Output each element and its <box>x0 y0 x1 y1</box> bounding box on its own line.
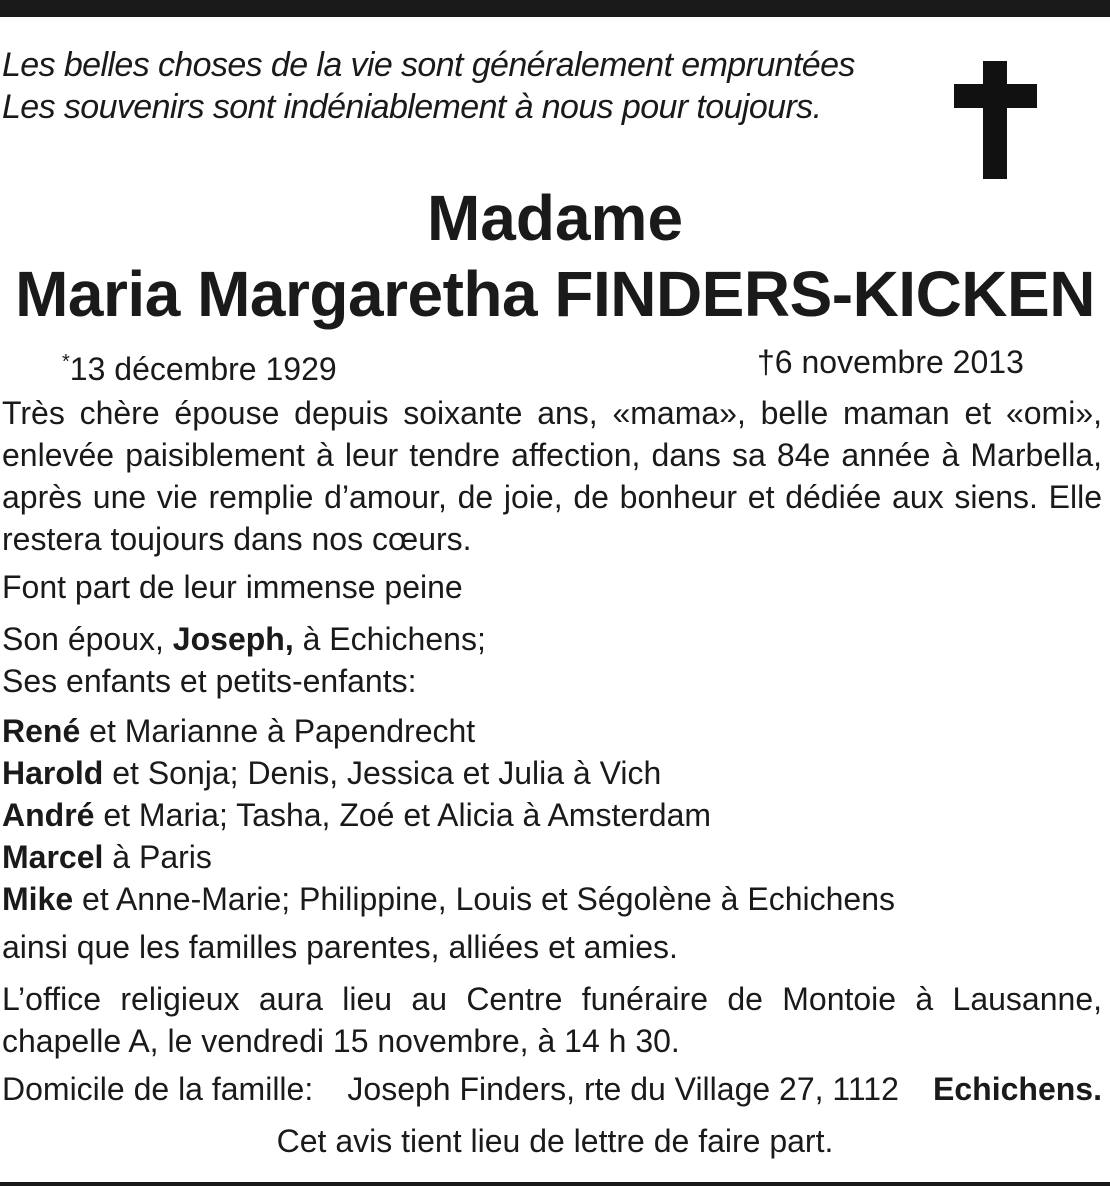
announcement-line: Font part de leur immense peine <box>2 569 463 605</box>
child-name: Marcel <box>2 839 104 875</box>
spouse-block <box>2 618 486 702</box>
spouse-prefix: Son époux, <box>2 621 164 657</box>
list-item <box>2 794 895 836</box>
epigraph <box>2 44 855 128</box>
domicile-town: Echichens. <box>933 1071 1102 1107</box>
death-date: †6 novembre 2013 <box>757 344 1024 380</box>
list-item <box>2 878 895 920</box>
child-details: et Marianne à Papendrecht <box>89 713 476 749</box>
spouse-line <box>2 618 486 660</box>
domicile-line <box>2 1068 1102 1110</box>
cross-icon <box>954 61 1037 179</box>
list-item <box>2 836 895 878</box>
birth-symbol: * <box>62 351 70 373</box>
epigraph-line-2: Les souvenirs sont indéniablement à nous pour toujours. <box>2 88 822 126</box>
domicile-label: Domicile de la famille: <box>2 1071 314 1107</box>
list-item <box>2 752 895 794</box>
child-name: Mike <box>2 881 74 917</box>
epigraph-line-1: Les belles choses de la vie sont généralement empruntées <box>2 46 855 84</box>
spouse-name: Joseph, <box>172 621 294 657</box>
child-name: René <box>2 713 81 749</box>
child-details: et Sonja; Denis, Jessica et Julia à Vich <box>112 755 662 791</box>
service-paragraph: L’office religieux aura lieu au Centre funéraire de Montoie à Lausanne, chapelle A, le vendredi 15 novembre, à 14 h 30. <box>2 981 1102 1059</box>
deceased-name: Maria Margaretha FINDERS-KICKEN <box>15 258 1095 330</box>
child-details: et Maria; Tasha, Zoé et Alicia à Amsterdam <box>103 797 712 833</box>
child-name: Harold <box>2 755 104 791</box>
birth-date-text: 13 décembre 1929 <box>69 351 337 387</box>
closing-note: Cet avis tient lieu de lettre de faire part. <box>276 1123 834 1159</box>
child-details: à Paris <box>112 839 212 875</box>
spouse-place: à Echichens; <box>302 621 486 657</box>
children-intro: Ses enfants et petits-enfants: <box>2 663 417 699</box>
families-line: ainsi que les familles parentes, alliées et amies. <box>2 929 678 965</box>
bottom-border <box>0 1182 1110 1186</box>
list-item <box>2 710 895 752</box>
child-name: André <box>2 797 95 833</box>
top-border <box>0 0 1110 17</box>
children-list <box>2 710 895 920</box>
domicile-address: Joseph Finders, rte du Village 27, 1112 <box>347 1071 899 1107</box>
child-details: et Anne-Marie; Philippine, Louis et Ségolène à Echichens <box>82 881 895 917</box>
birth-date <box>62 340 337 391</box>
honorific-title: Madame <box>426 182 684 254</box>
tribute-paragraph: Très chère épouse depuis soixante ans, «mama», belle maman et «omi», enlevée paisiblement à leur tendre affection, dans sa 84e année à Marbella, après une vie remplie d’amour, de joie, de bonheur et dédiée aux siens. Elle restera toujours dans nos cœurs. <box>2 395 1102 557</box>
